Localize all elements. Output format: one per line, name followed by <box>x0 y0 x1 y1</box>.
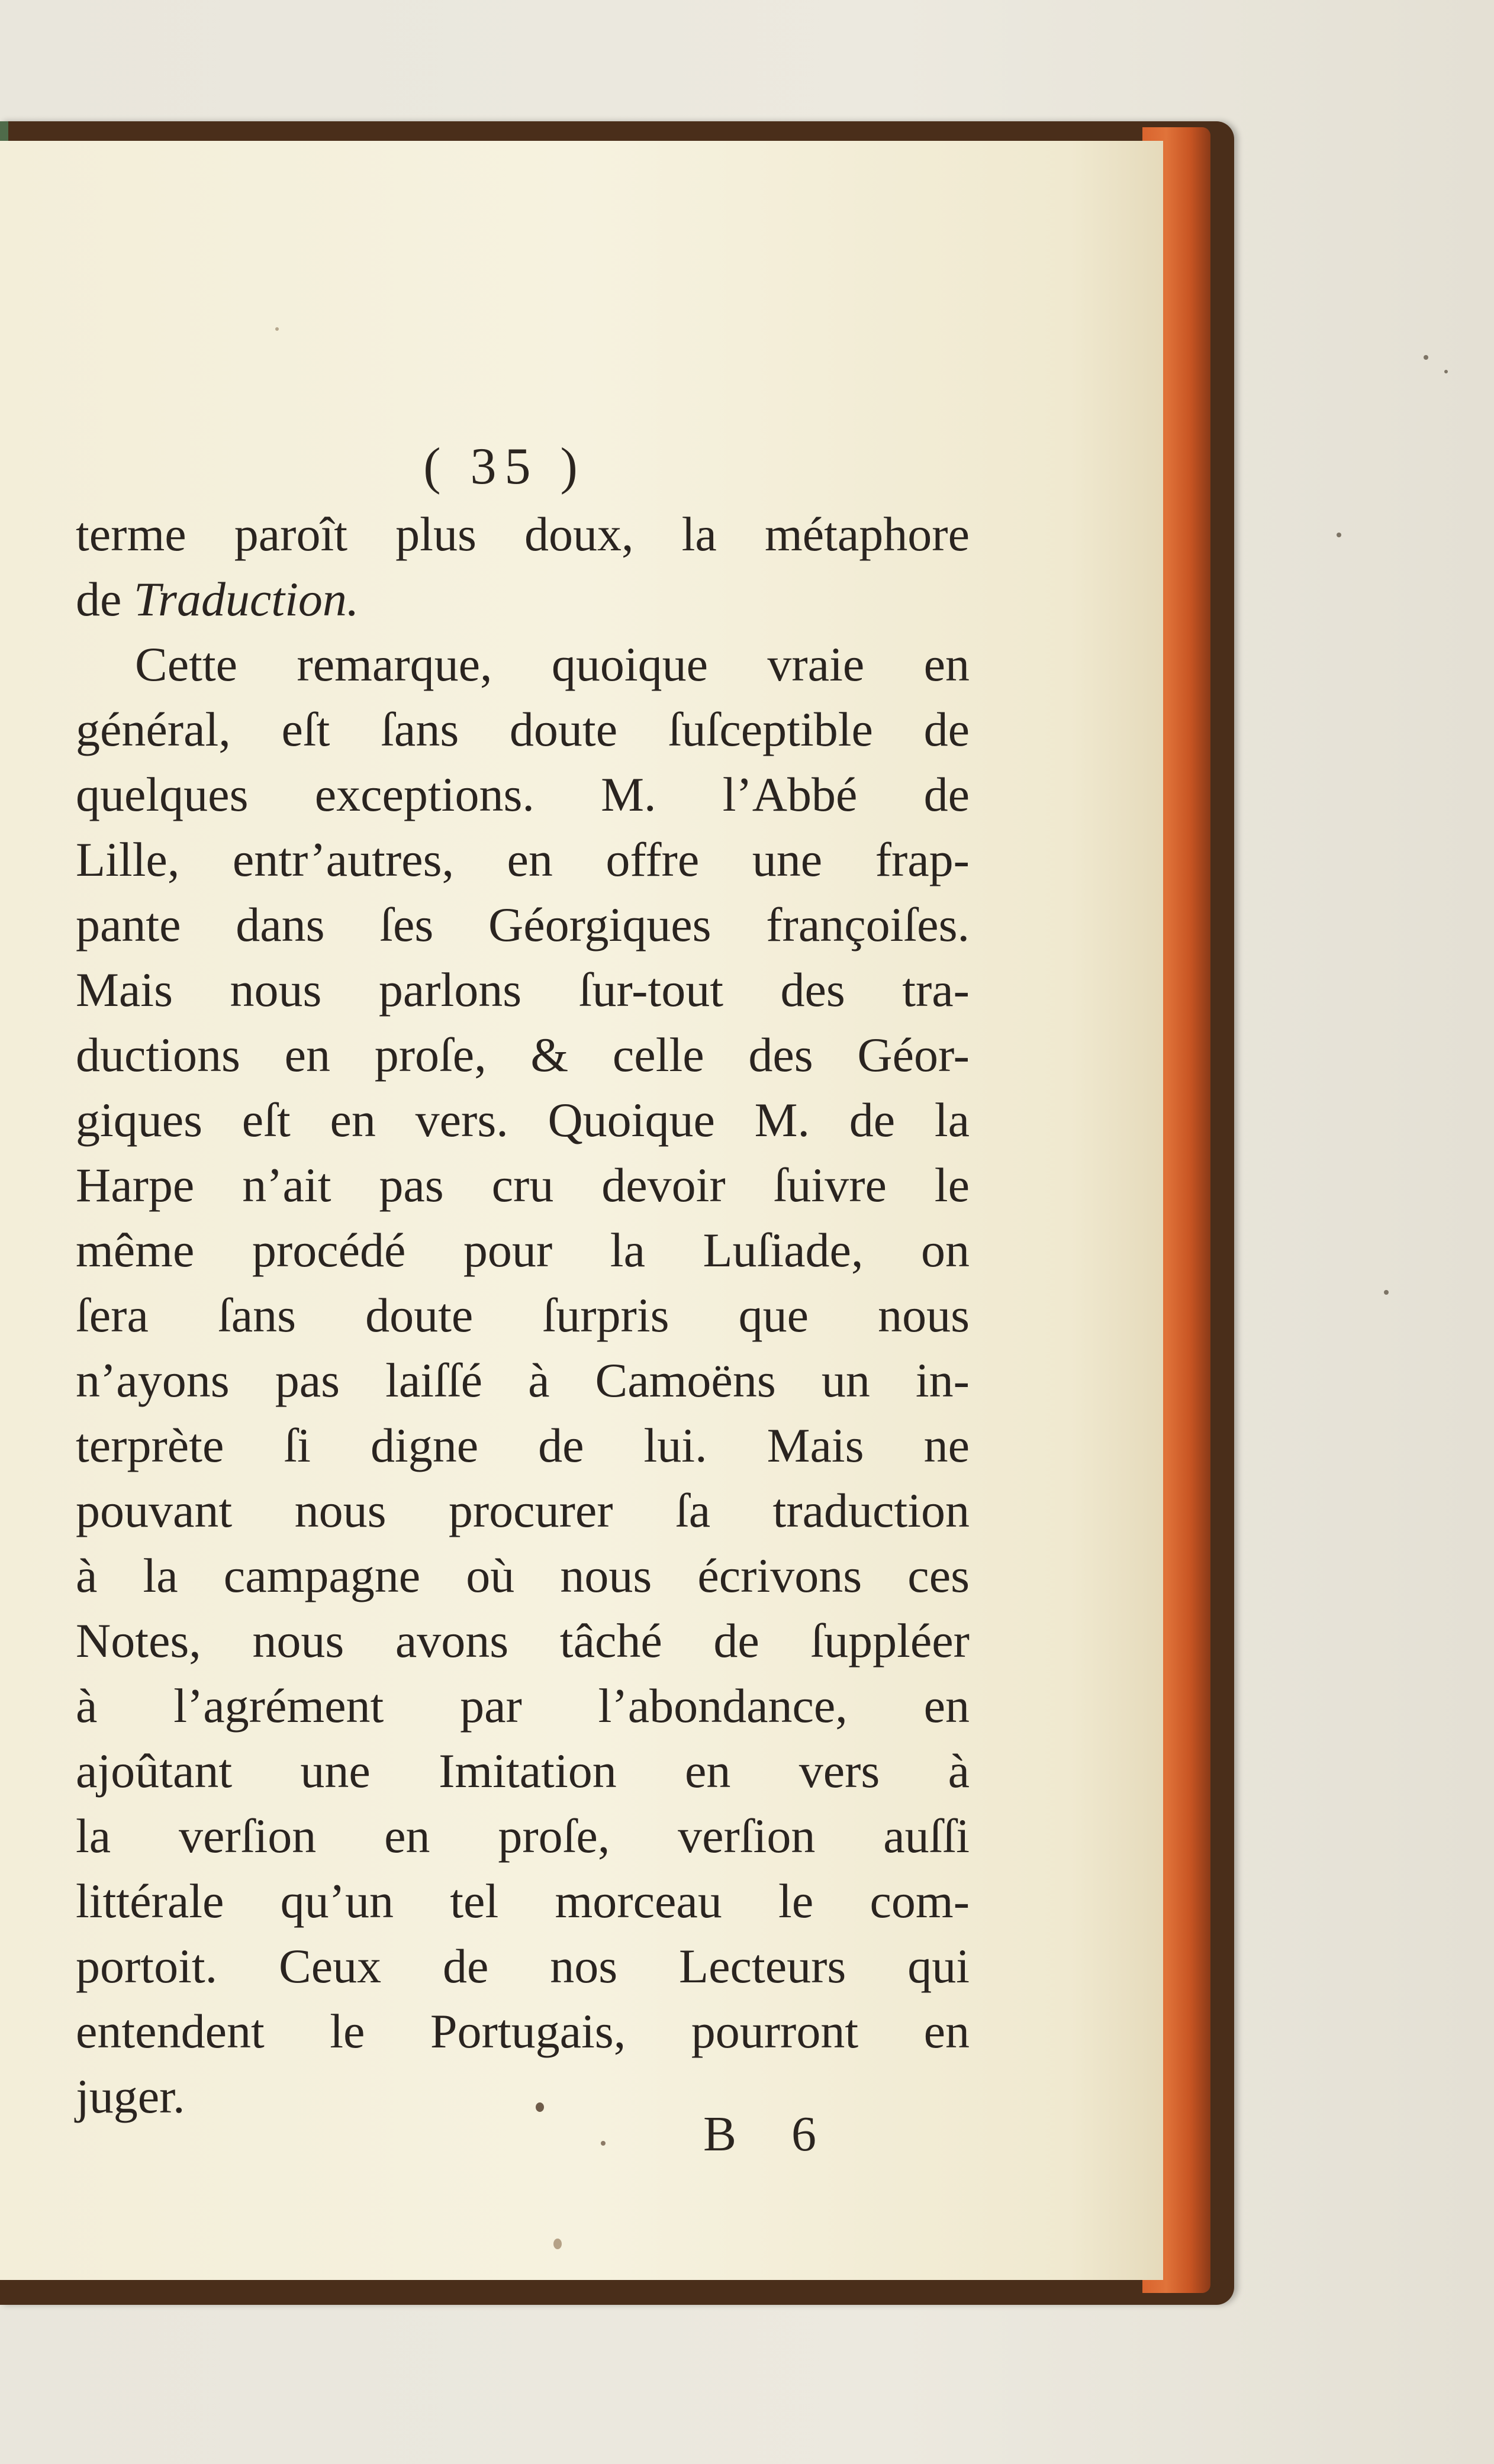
text-line-content: giques eſt en vers. Quoique M. de la <box>76 1093 970 1147</box>
text-line <box>76 1478 970 1543</box>
text-line <box>76 1804 970 1869</box>
page-number-header <box>0 437 1163 496</box>
text-line <box>76 1413 970 1478</box>
text-line-content: Notes, nous avons tâché de ſuppléer <box>76 1614 970 1668</box>
text-line-content: ductions en proſe, & celle des Géor- <box>76 1028 970 1082</box>
text-line-content: Cette remarque, quoique vraie en <box>135 637 970 691</box>
text-line-content: à la campagne où nous écrivons ces <box>76 1549 970 1602</box>
text-line <box>76 1999 970 2064</box>
text-line-content: juger. <box>76 2069 185 2123</box>
text-line <box>76 827 970 892</box>
text-line-content: entendent le Portugais, pourront en <box>76 2004 970 2058</box>
ink-speck <box>1384 1290 1389 1295</box>
text-line <box>76 502 970 567</box>
ink-speck <box>1424 355 1428 360</box>
text-line-content: à l’agrément par l’abondance, en <box>76 1679 970 1733</box>
text-line-content: Lille, entr’autres, en offre une frap- <box>76 833 970 886</box>
text-line <box>76 892 970 957</box>
ink-speck <box>1337 533 1341 537</box>
signature-mark: B 6 <box>703 2107 838 2162</box>
text-line-content: général, eſt ſans doute ſuſceptible de <box>76 702 970 756</box>
text-line <box>76 1153 970 1218</box>
text-line <box>76 697 970 762</box>
text-line <box>76 567 970 632</box>
text-line <box>76 1673 970 1739</box>
page-number: ( 35 ) <box>423 438 586 495</box>
text-line <box>76 1218 970 1283</box>
text-line <box>76 1869 970 1934</box>
text-line-content: même procédé pour la Luſiade, on <box>76 1223 970 1277</box>
text-line <box>76 762 970 827</box>
text-line <box>76 1543 970 1608</box>
text-line <box>76 1283 970 1348</box>
italic-term: Traduction. <box>133 572 359 626</box>
text-line-content: quelques exceptions. M. l’Abbé de <box>76 767 970 821</box>
text-line-content: de <box>76 572 134 626</box>
text-line <box>76 1739 970 1804</box>
book-page <box>0 141 1163 2280</box>
text-line-content: terprète ſi digne de lui. Mais ne <box>76 1418 970 1472</box>
ink-speck <box>275 327 279 331</box>
body-text <box>76 502 970 2129</box>
text-line <box>76 1088 970 1153</box>
text-line <box>76 1348 970 1413</box>
text-line-content: ſera ſans doute ſurpris que nous <box>76 1288 970 1342</box>
text-line-content: pante dans ſes Géorgiques françoiſes. <box>76 898 970 952</box>
text-line-content: Mais nous parlons ſur-tout des tra- <box>76 963 970 1017</box>
text-line-content: littérale qu’un tel morceau le com- <box>76 1874 970 1928</box>
text-line <box>76 957 970 1023</box>
text-line <box>76 632 970 697</box>
ink-speck <box>536 2102 544 2112</box>
text-line-content: n’ayons pas laiſſé à Camoëns un in- <box>76 1353 970 1407</box>
text-line-content: Harpe n’ait pas cru devoir ſuivre le <box>76 1158 970 1212</box>
text-line-content: terme paroît plus doux, la métaphore <box>76 507 970 561</box>
text-line <box>76 1023 970 1088</box>
ink-speck <box>1444 370 1448 373</box>
text-line-content: ajoûtant une Imitation en vers à <box>76 1744 970 1798</box>
text-line <box>76 1934 970 1999</box>
text-line-content: la verſion en proſe, verſion auſſi <box>76 1809 970 1863</box>
text-line-content: portoit. Ceux de nos Lecteurs qui <box>76 1939 970 1993</box>
ink-speck <box>553 2239 562 2249</box>
ink-speck <box>601 2141 606 2146</box>
text-line-content: pouvant nous procurer ſa traduction <box>76 1483 970 1537</box>
text-line <box>76 1608 970 1673</box>
